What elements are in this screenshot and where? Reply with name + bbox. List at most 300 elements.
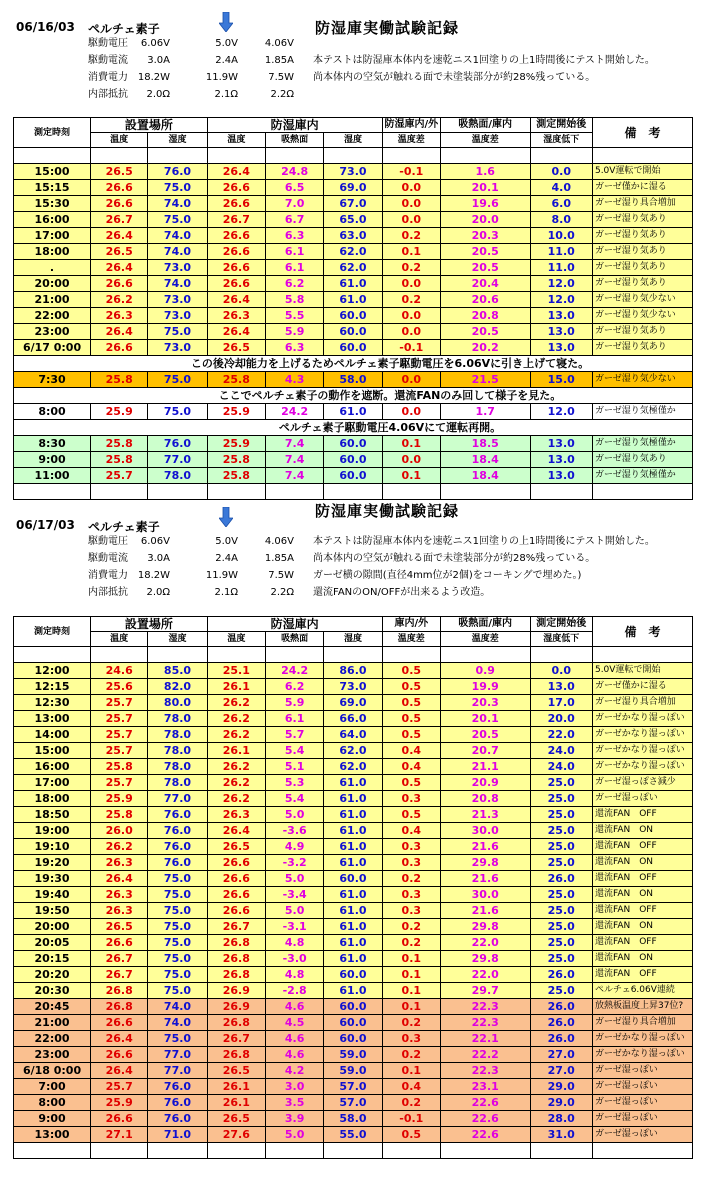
table-row <box>14 855 693 871</box>
header-row <box>14 118 693 133</box>
absorb-temp-cell: 5.0 <box>265 1127 323 1143</box>
place-hum-cell: 75.0 <box>148 935 207 951</box>
test-date: 06/16/03 <box>16 20 75 34</box>
time-cell: . <box>14 260 91 276</box>
hum-drop-cell: 25.0 <box>530 951 592 967</box>
subheader-diff_sub: 温度差 <box>382 133 440 148</box>
place-hum-cell: 75.0 <box>148 983 207 999</box>
place-temp-cell: 26.6 <box>91 935 148 951</box>
test-note: 尚本体内の空気が触れる面で未塗装部分が約28%残っている。 <box>313 553 596 564</box>
hum-drop-cell: 26.0 <box>530 967 592 983</box>
absorb-diff-cell: 22.6 <box>440 1095 530 1111</box>
remark-cell: 還流FAN OFF <box>592 903 692 919</box>
inside-temp-cell: 26.8 <box>207 1015 265 1031</box>
inside-temp-cell: 26.6 <box>207 260 265 276</box>
message-row <box>14 388 693 404</box>
inside-temp-cell: 26.7 <box>207 1031 265 1047</box>
diff-cell: 0.2 <box>382 228 440 244</box>
time-cell: 8:00 <box>14 404 91 420</box>
inside-temp-cell: 26.2 <box>207 695 265 711</box>
place-hum-cell: 74.0 <box>148 999 207 1015</box>
diff-cell: 0.5 <box>382 1127 440 1143</box>
subheader-absorb_sub: 吸熱面 <box>265 133 323 148</box>
time-cell: 19:00 <box>14 823 91 839</box>
spec-row <box>88 569 318 583</box>
time-cell: 20:00 <box>14 919 91 935</box>
hum-drop-cell: 17.0 <box>530 695 592 711</box>
place-hum-cell: 75.0 <box>148 951 207 967</box>
blank-cell <box>440 647 530 663</box>
place-temp-cell: 25.8 <box>91 759 148 775</box>
diff-cell: 0.3 <box>382 839 440 855</box>
absorb-temp-cell: 6.3 <box>265 228 323 244</box>
blank-cell <box>148 148 207 164</box>
blank-cell <box>324 148 382 164</box>
inside-hum-cell: 61.0 <box>324 903 382 919</box>
header-drop: 測定開始後 <box>530 118 592 133</box>
absorb-temp-cell: 7.4 <box>265 436 323 452</box>
diff-cell: 0.2 <box>382 1015 440 1031</box>
absorb-diff-cell: 21.3 <box>440 807 530 823</box>
inside-hum-cell: 73.0 <box>324 164 382 180</box>
inside-temp-cell: 25.1 <box>207 663 265 679</box>
subheader-diff_sub: 温度差 <box>382 632 440 647</box>
time-cell: 15:00 <box>14 164 91 180</box>
spec-value-a: 2.0Ω <box>146 587 170 598</box>
inside-hum-cell: 57.0 <box>324 1079 382 1095</box>
place-hum-cell: 78.0 <box>148 759 207 775</box>
hum-drop-cell: 27.0 <box>530 1047 592 1063</box>
inside-hum-cell: 61.0 <box>324 855 382 871</box>
blank-cell <box>148 1143 207 1159</box>
blank-cell <box>592 647 692 663</box>
inside-temp-cell: 26.2 <box>207 711 265 727</box>
inside-hum-cell: 64.0 <box>324 727 382 743</box>
inside-hum-cell: 69.0 <box>324 180 382 196</box>
absorb-temp-cell: 4.6 <box>265 1031 323 1047</box>
inside-hum-cell: 62.0 <box>324 244 382 260</box>
blank-cell <box>91 647 148 663</box>
table-row <box>14 1111 693 1127</box>
remark-cell: ガーゼ湿っぽさ減少 <box>592 775 692 791</box>
place-hum-cell: 85.0 <box>148 663 207 679</box>
table-row <box>14 903 693 919</box>
remark-cell: ガーゼ湿っぽい <box>592 1079 692 1095</box>
subheader-hum: 湿度 <box>148 133 207 148</box>
message-cell: ペルチェ素子駆動電圧4.06Vにて運転再開。 <box>14 420 693 436</box>
time-cell: 23:00 <box>14 1047 91 1063</box>
blank-cell <box>265 148 323 164</box>
diff-cell: -0.1 <box>382 1111 440 1127</box>
table-row <box>14 951 693 967</box>
inside-hum-cell: 60.0 <box>324 324 382 340</box>
absorb-temp-cell: 6.5 <box>265 180 323 196</box>
absorb-temp-cell: 5.8 <box>265 292 323 308</box>
time-cell: 20:00 <box>14 276 91 292</box>
diff-cell: 0.2 <box>382 260 440 276</box>
time-cell: 16:00 <box>14 212 91 228</box>
absorb-temp-cell: 6.7 <box>265 212 323 228</box>
hum-drop-cell: 13.0 <box>530 340 592 356</box>
arrow-down-icon <box>219 507 233 527</box>
message-row <box>14 420 693 436</box>
table-row <box>14 228 693 244</box>
absorb-temp-cell: 4.9 <box>265 839 323 855</box>
absorb-diff-cell: 18.5 <box>440 436 530 452</box>
absorb-temp-cell: 6.1 <box>265 260 323 276</box>
blank-cell <box>382 647 440 663</box>
absorb-temp-cell: 4.2 <box>265 1063 323 1079</box>
inside-temp-cell: 25.9 <box>207 404 265 420</box>
absorb-temp-cell: 7.4 <box>265 452 323 468</box>
absorb-diff-cell: 20.5 <box>440 244 530 260</box>
absorb-temp-cell: 4.3 <box>265 372 323 388</box>
place-temp-cell: 25.7 <box>91 775 148 791</box>
spec-value-a: 18.2W <box>137 72 170 83</box>
absorb-temp-cell: 4.8 <box>265 935 323 951</box>
hum-drop-cell: 8.0 <box>530 212 592 228</box>
subheader-drop_sub: 湿度低下 <box>530 632 592 647</box>
place-hum-cell: 73.0 <box>148 292 207 308</box>
test-note: ガーゼ横の隙間(直径4mm位が2個)をコーキングで埋めた。) <box>313 570 582 581</box>
spec-value-b: 2.1Ω <box>214 587 238 598</box>
absorb-temp-cell: -3.2 <box>265 855 323 871</box>
hum-drop-cell: 25.0 <box>530 983 592 999</box>
diff-cell: 0.2 <box>382 919 440 935</box>
spec-value-c: 1.85A <box>264 55 294 66</box>
time-cell: 23:00 <box>14 324 91 340</box>
spec-value-a: 6.06V <box>140 536 170 547</box>
hum-drop-cell: 0.0 <box>530 663 592 679</box>
diff-cell: 0.1 <box>382 436 440 452</box>
inside-hum-cell: 60.0 <box>324 1015 382 1031</box>
inside-temp-cell: 26.2 <box>207 727 265 743</box>
time-cell: 11:00 <box>14 468 91 484</box>
place-temp-cell: 26.5 <box>91 244 148 260</box>
place-temp-cell: 26.4 <box>91 228 148 244</box>
place-hum-cell: 75.0 <box>148 404 207 420</box>
inside-temp-cell: 26.6 <box>207 887 265 903</box>
inside-hum-cell: 62.0 <box>324 759 382 775</box>
page-title: 防湿庫実働試験記録 <box>315 19 460 37</box>
remark-cell: ガーゼ湿り気極僅か <box>592 436 692 452</box>
remark-cell: ガーゼ湿っぽい <box>592 1095 692 1111</box>
subheader-row <box>14 133 693 148</box>
inside-temp-cell: 26.7 <box>207 919 265 935</box>
place-hum-cell: 76.0 <box>148 807 207 823</box>
inside-hum-cell: 58.0 <box>324 372 382 388</box>
absorb-diff-cell: 22.0 <box>440 935 530 951</box>
time-cell: 7:00 <box>14 1079 91 1095</box>
absorb-diff-cell: 21.1 <box>440 759 530 775</box>
hum-drop-cell: 29.0 <box>530 1079 592 1095</box>
table-row <box>14 967 693 983</box>
remark-cell: 還流FAN ON <box>592 951 692 967</box>
spec-row <box>88 586 318 600</box>
inside-temp-cell: 26.1 <box>207 679 265 695</box>
table-row <box>14 308 693 324</box>
place-hum-cell: 78.0 <box>148 775 207 791</box>
absorb-temp-cell: 6.3 <box>265 340 323 356</box>
blank-cell <box>14 647 91 663</box>
inside-temp-cell: 26.1 <box>207 743 265 759</box>
time-cell: 19:50 <box>14 903 91 919</box>
place-temp-cell: 26.4 <box>91 324 148 340</box>
hum-drop-cell: 24.0 <box>530 743 592 759</box>
remark-cell: ガーゼかなり湿っぽい <box>592 1047 692 1063</box>
time-cell: 13:00 <box>14 1127 91 1143</box>
diff-cell: 0.2 <box>382 935 440 951</box>
spec-value-b: 2.4A <box>215 55 238 66</box>
hum-drop-cell: 26.0 <box>530 1031 592 1047</box>
table-row <box>14 1047 693 1063</box>
place-temp-cell: 25.7 <box>91 711 148 727</box>
absorb-diff-cell: 18.4 <box>440 468 530 484</box>
table-row <box>14 164 693 180</box>
place-hum-cell: 77.0 <box>148 1047 207 1063</box>
remark-cell: ガーゼ湿っぽい <box>592 791 692 807</box>
time-cell: 20:45 <box>14 999 91 1015</box>
diff-cell: 0.2 <box>382 1095 440 1111</box>
place-temp-cell: 25.8 <box>91 436 148 452</box>
remark-cell: ガーゼ湿っぽい <box>592 1063 692 1079</box>
table-row <box>14 372 693 388</box>
place-hum-cell: 74.0 <box>148 1015 207 1031</box>
table-row <box>14 919 693 935</box>
remark-cell: ガーゼ湿り気あり <box>592 260 692 276</box>
absorb-diff-cell: 29.8 <box>440 919 530 935</box>
spec-row <box>88 88 318 102</box>
absorb-temp-cell: -3.1 <box>265 919 323 935</box>
place-temp-cell: 25.7 <box>91 468 148 484</box>
test-date: 06/17/03 <box>16 518 75 532</box>
inside-temp-cell: 26.4 <box>207 164 265 180</box>
blank-cell <box>14 1143 91 1159</box>
time-cell: 20:30 <box>14 983 91 999</box>
place-temp-cell: 26.4 <box>91 1031 148 1047</box>
place-temp-cell: 26.6 <box>91 276 148 292</box>
table-row <box>14 663 693 679</box>
blank-cell <box>265 1143 323 1159</box>
table-row <box>14 260 693 276</box>
place-hum-cell: 74.0 <box>148 196 207 212</box>
place-temp-cell: 26.6 <box>91 1111 148 1127</box>
absorb-diff-cell: 21.6 <box>440 871 530 887</box>
time-cell: 12:00 <box>14 663 91 679</box>
blank-cell <box>592 1143 692 1159</box>
inside-temp-cell: 25.8 <box>207 468 265 484</box>
diff-cell: 0.5 <box>382 695 440 711</box>
absorb-diff-cell: 1.7 <box>440 404 530 420</box>
place-hum-cell: 74.0 <box>148 276 207 292</box>
hum-drop-cell: 25.0 <box>530 855 592 871</box>
absorb-temp-cell: 7.0 <box>265 196 323 212</box>
absorb-temp-cell: 5.0 <box>265 903 323 919</box>
table-row <box>14 340 693 356</box>
remark-cell: ガーゼ湿り気少ない <box>592 372 692 388</box>
diff-cell: 0.4 <box>382 759 440 775</box>
inside-hum-cell: 61.0 <box>324 839 382 855</box>
table-row <box>14 180 693 196</box>
spec-value-b: 5.0V <box>215 536 238 547</box>
absorb-temp-cell: 5.5 <box>265 308 323 324</box>
device-name: ペルチェ素子 <box>88 520 160 534</box>
table-row <box>14 807 693 823</box>
hum-drop-cell: 26.0 <box>530 1015 592 1031</box>
inside-hum-cell: 60.0 <box>324 967 382 983</box>
table-row <box>14 452 693 468</box>
spec-value-b: 2.1Ω <box>214 89 238 100</box>
absorb-temp-cell: 4.6 <box>265 1047 323 1063</box>
place-temp-cell: 25.9 <box>91 404 148 420</box>
inside-hum-cell: 63.0 <box>324 228 382 244</box>
place-hum-cell: 76.0 <box>148 1079 207 1095</box>
place-hum-cell: 75.0 <box>148 919 207 935</box>
inside-hum-cell: 61.0 <box>324 951 382 967</box>
inside-temp-cell: 26.3 <box>207 807 265 823</box>
spec-value-a: 2.0Ω <box>146 89 170 100</box>
inside-hum-cell: 61.0 <box>324 983 382 999</box>
remark-cell: ガーゼ湿っぽい <box>592 1127 692 1143</box>
place-temp-cell: 26.6 <box>91 180 148 196</box>
diff-cell: 0.0 <box>382 308 440 324</box>
place-hum-cell: 75.0 <box>148 372 207 388</box>
inside-temp-cell: 26.8 <box>207 935 265 951</box>
absorb-temp-cell: 5.4 <box>265 791 323 807</box>
data-table-1 <box>13 117 693 500</box>
place-temp-cell: 26.2 <box>91 292 148 308</box>
subheader-hum: 湿度 <box>324 133 382 148</box>
diff-cell: 0.1 <box>382 983 440 999</box>
time-cell: 6/18 0:00 <box>14 1063 91 1079</box>
time-cell: 15:30 <box>14 196 91 212</box>
blank-cell <box>530 148 592 164</box>
absorb-diff-cell: 20.0 <box>440 212 530 228</box>
inside-hum-cell: 58.0 <box>324 1111 382 1127</box>
spec-value-b: 5.0V <box>215 38 238 49</box>
inside-temp-cell: 26.6 <box>207 196 265 212</box>
absorb-temp-cell: 4.6 <box>265 999 323 1015</box>
place-hum-cell: 71.0 <box>148 1127 207 1143</box>
inside-temp-cell: 27.6 <box>207 1127 265 1143</box>
table-row <box>14 404 693 420</box>
place-temp-cell: 25.7 <box>91 743 148 759</box>
time-cell: 9:00 <box>14 452 91 468</box>
inside-temp-cell: 25.9 <box>207 436 265 452</box>
time-cell: 18:00 <box>14 791 91 807</box>
inside-hum-cell: 67.0 <box>324 196 382 212</box>
spec-value-c: 7.5W <box>268 72 294 83</box>
diff-cell: 0.0 <box>382 372 440 388</box>
time-cell: 20:15 <box>14 951 91 967</box>
inside-temp-cell: 26.2 <box>207 775 265 791</box>
diff-cell: 0.5 <box>382 679 440 695</box>
absorb-temp-cell: 5.9 <box>265 695 323 711</box>
remark-cell: ガーゼ湿り気あり <box>592 212 692 228</box>
time-cell: 20:05 <box>14 935 91 951</box>
message-cell: ここでペルチェ素子の動作を遮断。還流FANのみ回して様子を見た。 <box>14 388 693 404</box>
diff-cell: 0.0 <box>382 276 440 292</box>
table-row <box>14 324 693 340</box>
absorb-temp-cell: 4.8 <box>265 967 323 983</box>
table-row <box>14 823 693 839</box>
inside-temp-cell: 26.4 <box>207 324 265 340</box>
inside-hum-cell: 61.0 <box>324 919 382 935</box>
remark-cell: ガーゼかなり湿っぽい <box>592 759 692 775</box>
remark-cell: ガーゼ湿り気あり <box>592 324 692 340</box>
hum-drop-cell: 4.0 <box>530 180 592 196</box>
place-temp-cell: 26.7 <box>91 951 148 967</box>
inside-hum-cell: 55.0 <box>324 1127 382 1143</box>
table-row <box>14 1079 693 1095</box>
place-temp-cell: 26.5 <box>91 164 148 180</box>
time-cell: 19:30 <box>14 871 91 887</box>
absorb-diff-cell: 21.5 <box>440 372 530 388</box>
absorb-diff-cell: 19.9 <box>440 679 530 695</box>
place-hum-cell: 75.0 <box>148 871 207 887</box>
place-temp-cell: 26.4 <box>91 1063 148 1079</box>
place-hum-cell: 77.0 <box>148 1063 207 1079</box>
place-temp-cell: 25.8 <box>91 807 148 823</box>
place-temp-cell: 25.8 <box>91 452 148 468</box>
header-inside: 防湿庫内 <box>207 617 382 632</box>
place-temp-cell: 26.6 <box>91 196 148 212</box>
table-row <box>14 679 693 695</box>
diff-cell: 0.0 <box>382 452 440 468</box>
blank-cell <box>382 1143 440 1159</box>
absorb-temp-cell: 3.5 <box>265 1095 323 1111</box>
place-temp-cell: 26.8 <box>91 999 148 1015</box>
inside-hum-cell: 66.0 <box>324 711 382 727</box>
place-temp-cell: 25.8 <box>91 372 148 388</box>
hum-drop-cell: 12.0 <box>530 292 592 308</box>
subheader-row <box>14 632 693 647</box>
place-hum-cell: 73.0 <box>148 308 207 324</box>
diff-cell: 0.5 <box>382 711 440 727</box>
remark-cell: 還流FAN ON <box>592 855 692 871</box>
table-row <box>14 1127 693 1143</box>
arrow-down-icon <box>219 12 233 32</box>
time-cell: 17:00 <box>14 775 91 791</box>
spec-label: 内部抵抗 <box>88 587 128 598</box>
hum-drop-cell: 31.0 <box>530 1127 592 1143</box>
diff-cell: 0.0 <box>382 180 440 196</box>
time-cell: 17:00 <box>14 228 91 244</box>
table-row <box>14 292 693 308</box>
data-table-2 <box>13 616 693 1159</box>
absorb-diff-cell: 29.8 <box>440 951 530 967</box>
hum-drop-cell: 11.0 <box>530 260 592 276</box>
spec-value-a: 6.06V <box>140 38 170 49</box>
table-row <box>14 871 693 887</box>
header-remark: 備 考 <box>592 118 692 148</box>
place-temp-cell: 26.5 <box>91 919 148 935</box>
inside-temp-cell: 26.6 <box>207 244 265 260</box>
spec-value-a: 3.0A <box>147 55 170 66</box>
time-cell: 16:00 <box>14 759 91 775</box>
place-temp-cell: 26.0 <box>91 823 148 839</box>
place-temp-cell: 27.1 <box>91 1127 148 1143</box>
inside-temp-cell: 26.3 <box>207 308 265 324</box>
place-hum-cell: 78.0 <box>148 743 207 759</box>
blank-cell <box>382 148 440 164</box>
absorb-temp-cell: 6.2 <box>265 276 323 292</box>
remark-cell: ガーゼ湿り気あり <box>592 340 692 356</box>
absorb-diff-cell: 20.7 <box>440 743 530 759</box>
place-temp-cell: 26.3 <box>91 308 148 324</box>
spec-label: 駆動電流 <box>88 55 128 66</box>
hum-drop-cell: 22.0 <box>530 727 592 743</box>
